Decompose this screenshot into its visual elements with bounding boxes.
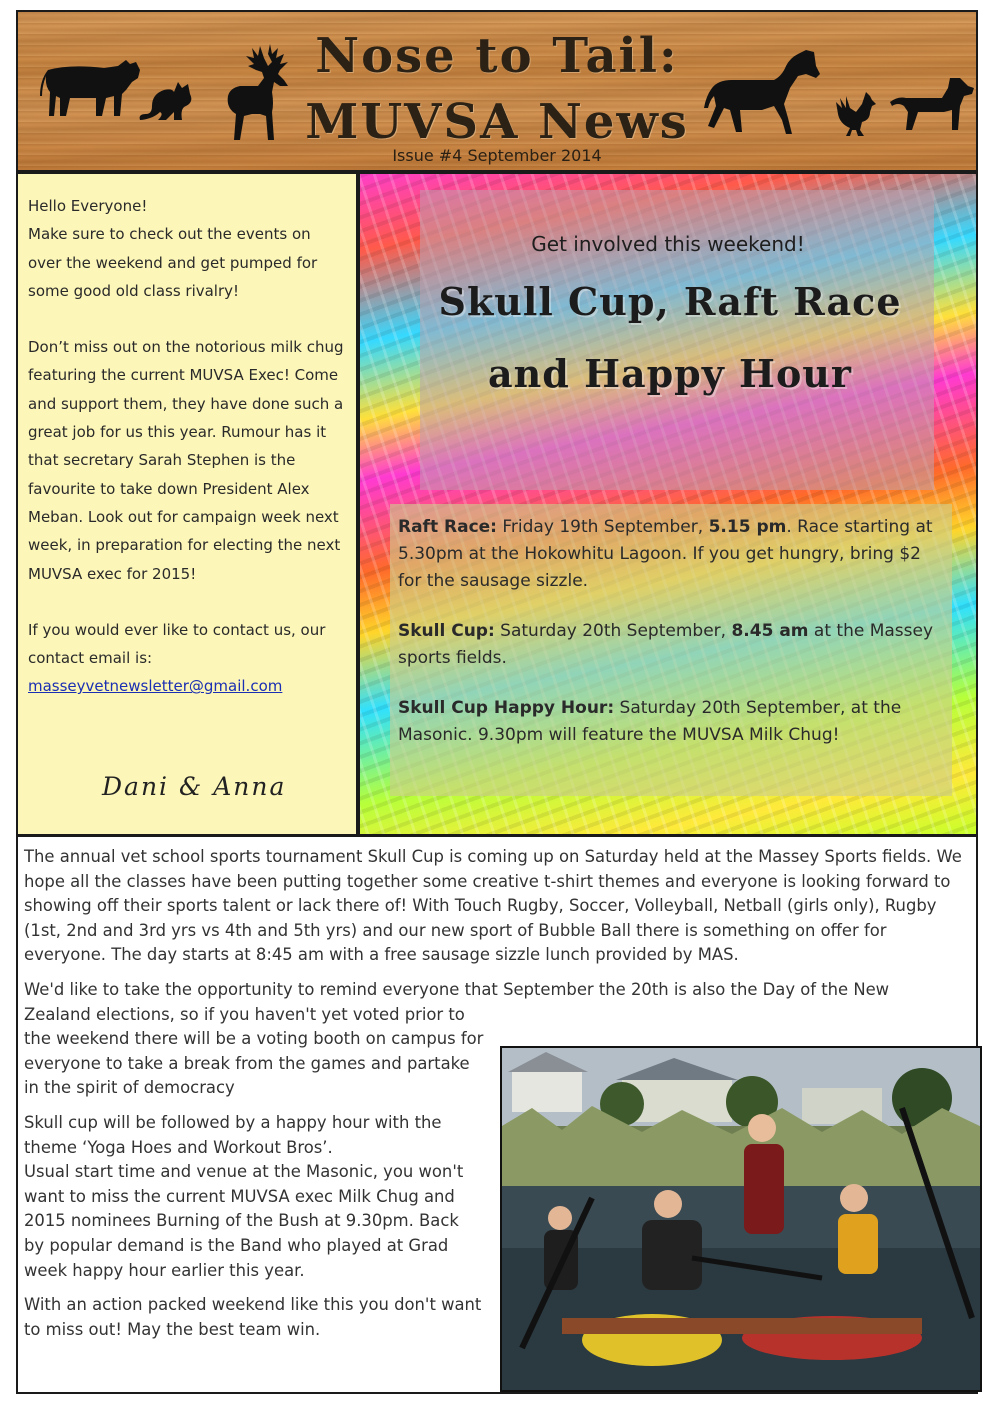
- weekend-promo-panel: [358, 172, 978, 836]
- article-paragraph-3: Skull cup will be followed by a happy hour with the theme ‘Yoga Hoes and Workout Bros’. Usual start time and venue at the Masonic, you won't want to miss the current MUVSA exec Milk Chug and 2015 nominees Burning of the Bush at 9.30pm. Back by popular demand is the Band who played at Grad week happy hour earlier this year.: [24, 1112, 464, 1280]
- masthead-title-line2: MUVSA News: [305, 94, 689, 150]
- promo-intro: Get involved this weekend!: [531, 232, 805, 256]
- event-raft-race: Raft Race: Friday 19th September, 5.15 pm. Race starting at 5.30pm at the Hokowhitu Lagoon. If you get hungry, bring $2 for the sausage sizzle.: [398, 517, 933, 591]
- issue-line: Issue #4 September 2014: [392, 146, 602, 165]
- event-details-box: [390, 504, 952, 796]
- event-label: Skull Cup Happy Hour:: [398, 698, 615, 718]
- event-label: Raft Race:: [398, 517, 497, 537]
- masthead-title-line1: Nose to Tail:: [315, 28, 679, 84]
- intro-note-panel: [16, 172, 358, 836]
- event-skull-cup: Skull Cup: Saturday 20th September, 8.45 am at the Massey sports fields.: [398, 621, 934, 668]
- signature: Dani & Anna: [102, 772, 287, 801]
- article-paragraph-2-wide: We'd like to take the opportunity to remind everyone that September the 20th is also the Day of the New: [24, 979, 890, 999]
- masthead-banner: [16, 10, 978, 172]
- greeting: Hello Everyone!: [28, 197, 148, 215]
- article-paragraph-1: The annual vet school sports tournament Skull Cup is coming up on Saturday held at the Massey Sports fields. We hope all the classes have been putting together some creative t-shirt themes and everyone is looking forward to showing off their sports talent or lack there of! With Touch Rugby, Soccer, Volleyball, Netball (girls only), Rugby (1st, 2nd and 3rd yrs vs 4th and 5th yrs) and our new sport of Bubble Ball there is something on offer for everyone. The day starts at 8:45 am with a free sausage sizzle lunch provided by MAS.: [24, 847, 962, 965]
- event-happy-hour: Skull Cup Happy Hour: Saturday 20th September, at the Masonic. 9.30pm will feature the MUVSA Milk Chug!: [398, 698, 902, 745]
- event-label: Skull Cup:: [398, 621, 495, 641]
- intro-paragraph-2: Don’t miss out on the notorious milk chug featuring the current MUVSA Exec! Come and support them, they have done such a great job for us this year. Rumour has it that secretary Sarah Stephen is the favourite to take down President Alex Meban. Look out for campaign week next week, in preparation for electing the next MUVSA exec for 2015!: [28, 338, 344, 583]
- contact-email-link[interactable]: masseyvetnewsletter@gmail.com: [28, 677, 283, 696]
- promo-headline: Skull Cup, Raft Race and Happy Hour: [438, 279, 902, 396]
- contact-paragraph: If you would ever like to contact us, our contact email is:: [28, 620, 326, 668]
- article-paragraph-2-narrow: Zealand elections, so if you haven't yet voted prior to the weekend there will be a voting booth on campus for everyone to take a break from the games and partake in the spirit of democracy: [24, 1004, 484, 1098]
- raft-race-photo: [500, 1046, 982, 1392]
- article-paragraph-4: With an action packed weekend like this you don't want to miss out! May the best team win.: [24, 1295, 482, 1339]
- raft-race-photo-art: [502, 1048, 982, 1392]
- intro-paragraph-1: Make sure to check out the events on over the weekend and get pumped for some good old class rivalry!: [28, 225, 318, 300]
